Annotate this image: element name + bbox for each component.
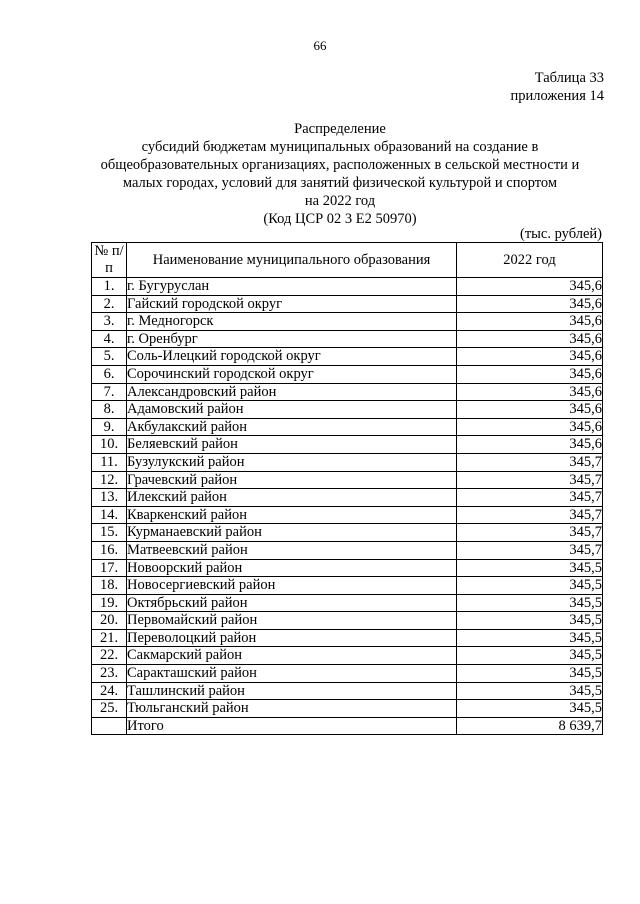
subsidy-value: 345,5 [457, 665, 603, 683]
municipality-name: Сакмарский район [127, 647, 457, 665]
municipality-name: Новосергиевский район [127, 577, 457, 595]
table-row [92, 629, 603, 647]
subsidy-value: 345,7 [457, 471, 603, 489]
subsidy-value: 345,6 [457, 436, 603, 454]
municipality-name: Беляевский район [127, 436, 457, 454]
subsidy-value: 345,6 [457, 401, 603, 419]
municipality-name: Соль-Илецкий городской округ [127, 348, 457, 366]
table-header-row [92, 243, 603, 278]
municipality-name: Гайский городской округ [127, 295, 457, 313]
municipality-name: Бузулукский район [127, 453, 457, 471]
subsidy-value: 345,5 [457, 612, 603, 630]
table-reference [511, 69, 604, 105]
row-number: 11. [92, 453, 127, 471]
row-number: 1. [92, 278, 127, 296]
row-number: 19. [92, 594, 127, 612]
municipality-name: Курманаевский район [127, 524, 457, 542]
table-row [92, 665, 603, 683]
table-row [92, 436, 603, 454]
table-row [92, 612, 603, 630]
subsidy-value: 345,7 [457, 506, 603, 524]
row-number: 17. [92, 559, 127, 577]
distribution-table [91, 242, 603, 735]
total-value: 8 639,7 [457, 717, 603, 735]
table-row [92, 278, 603, 296]
column-header-name: Наименование муниципального образования [127, 243, 457, 278]
subsidy-value: 345,5 [457, 629, 603, 647]
municipality-name: Акбулакский район [127, 418, 457, 436]
municipality-name: Илекский район [127, 489, 457, 507]
row-number: 22. [92, 647, 127, 665]
subsidy-value: 345,5 [457, 594, 603, 612]
table-row [92, 295, 603, 313]
heading-line: субсидий бюджетам муниципальных образований на создание в [141, 139, 539, 155]
subsidy-value: 345,7 [457, 541, 603, 559]
table-row [92, 365, 603, 383]
row-number: 7. [92, 383, 127, 401]
municipality-name: Сорочинский городской округ [127, 365, 457, 383]
row-number: 8. [92, 401, 127, 419]
table-row [92, 453, 603, 471]
table-row [92, 348, 603, 366]
table-row [92, 682, 603, 700]
row-number: 15. [92, 524, 127, 542]
table-row [92, 383, 603, 401]
row-number: 14. [92, 506, 127, 524]
municipality-name: Октябрьский район [127, 594, 457, 612]
row-number: 24. [92, 682, 127, 700]
table-row [92, 594, 603, 612]
row-number: 2. [92, 295, 127, 313]
table-number: Таблица 33 [534, 70, 604, 86]
row-number: 21. [92, 629, 127, 647]
subsidy-value: 345,6 [457, 295, 603, 313]
row-number: 9. [92, 418, 127, 436]
table-body [92, 278, 603, 718]
subsidy-value: 345,7 [457, 524, 603, 542]
row-number: 13. [92, 489, 127, 507]
municipality-name: Новоорский район [127, 559, 457, 577]
total-row [92, 717, 603, 735]
municipality-name: г. Оренбург [127, 330, 457, 348]
municipality-name: Александровский район [127, 383, 457, 401]
row-number: 16. [92, 541, 127, 559]
table-row [92, 559, 603, 577]
municipality-name: Первомайский район [127, 612, 457, 630]
row-number: 12. [92, 471, 127, 489]
row-number: 20. [92, 612, 127, 630]
row-number: 18. [92, 577, 127, 595]
table-row [92, 330, 603, 348]
subsidy-value: 345,5 [457, 700, 603, 718]
units-label: (тыс. рублей) [520, 226, 602, 242]
municipality-name: г. Медногорск [127, 313, 457, 331]
subsidy-value: 345,6 [457, 278, 603, 296]
table-row [92, 313, 603, 331]
subsidy-value: 345,6 [457, 330, 603, 348]
table-row [92, 524, 603, 542]
row-number: 6. [92, 365, 127, 383]
subsidy-value: 345,6 [457, 383, 603, 401]
table-row [92, 647, 603, 665]
row-number: 3. [92, 313, 127, 331]
row-number: 5. [92, 348, 127, 366]
subsidy-value: 345,5 [457, 559, 603, 577]
column-header-year: 2022 год [457, 243, 603, 278]
document-heading [40, 120, 640, 228]
row-number: 4. [92, 330, 127, 348]
page-number: 66 [313, 38, 327, 53]
subsidy-value: 345,5 [457, 577, 603, 595]
table-row [92, 418, 603, 436]
subsidy-value: 345,5 [457, 682, 603, 700]
municipality-name: Тюльганский район [127, 700, 457, 718]
row-number: 10. [92, 436, 127, 454]
table-row [92, 471, 603, 489]
subsidy-value: 345,7 [457, 489, 603, 507]
municipality-name: Ташлинский район [127, 682, 457, 700]
heading-line: общеобразовательных организациях, расположенных в сельской местности и [100, 157, 580, 173]
heading-code: (Код ЦСР 02 3 Е2 50970) [263, 211, 417, 227]
table-row [92, 489, 603, 507]
table-row [92, 700, 603, 718]
subsidy-value: 345,7 [457, 453, 603, 471]
municipality-name: Кваркенский район [127, 506, 457, 524]
table-row [92, 506, 603, 524]
municipality-name: Переволоцкий район [127, 629, 457, 647]
heading-title: Распределение [294, 121, 386, 137]
heading-year: на 2022 год [304, 193, 376, 209]
table-row [92, 541, 603, 559]
total-number-cell [92, 717, 127, 735]
total-label: Итого [127, 717, 457, 735]
municipality-name: г. Бугуруслан [127, 278, 457, 296]
column-header-number: № п/п [92, 243, 127, 278]
municipality-name: Адамовский район [127, 401, 457, 419]
appendix-number: приложения 14 [510, 88, 604, 104]
row-number: 23. [92, 665, 127, 683]
heading-line: малых городах, условий для занятий физической культурой и спортом [122, 175, 558, 191]
subsidy-value: 345,6 [457, 365, 603, 383]
table-row [92, 401, 603, 419]
municipality-name: Матвеевский район [127, 541, 457, 559]
table-row [92, 577, 603, 595]
row-number: 25. [92, 700, 127, 718]
municipality-name: Саракташский район [127, 665, 457, 683]
subsidy-value: 345,5 [457, 647, 603, 665]
subsidy-value: 345,6 [457, 313, 603, 331]
subsidy-value: 345,6 [457, 418, 603, 436]
municipality-name: Грачевский район [127, 471, 457, 489]
subsidy-value: 345,6 [457, 348, 603, 366]
